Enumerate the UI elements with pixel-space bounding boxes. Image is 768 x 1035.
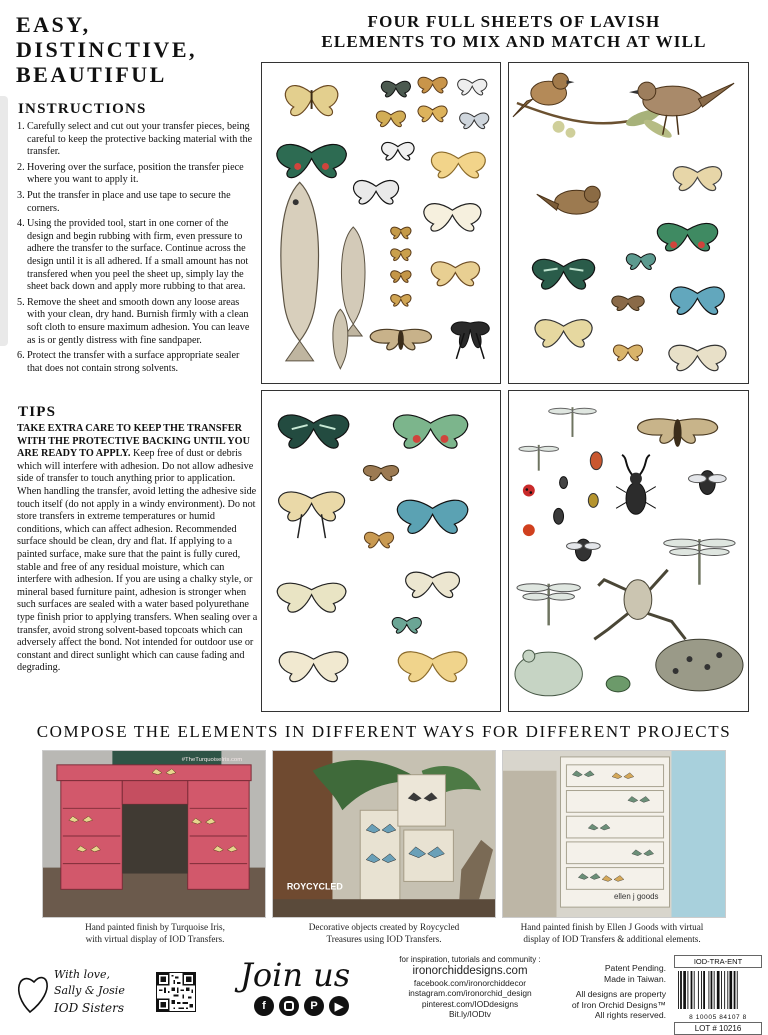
dragonfly-icon [664,539,735,585]
social-links [254,996,349,1016]
moth-icon [638,419,718,447]
instructions-list [17,121,257,378]
contact-heading: for inspiration, tutorials and community : [399,955,541,964]
pinterest-icon[interactable]: P [304,996,324,1016]
lot-number: LOT # 10216 [674,1022,762,1035]
instagram-link[interactable]: instagram.com/ironorchid_design [408,988,532,999]
beetle-icon [554,508,564,524]
title-line: EASY, [16,12,91,37]
butterfly-icon [391,271,411,283]
butterfly-icon [277,144,346,177]
butterfly-icon [451,322,489,359]
photo-caption: Hand painted finish by Ellen J Goods with virtual display of IOD Transfers & additional elements. [520,922,704,944]
transfer-sheet-birds-butterflies [508,62,749,384]
moth-icon [370,329,431,350]
barcode-label [674,955,762,1033]
barcode-number: 8 10005 84107 8 [689,1014,747,1021]
photo-decorative-objects [272,750,496,918]
butterfly-icon [279,492,345,538]
qr-code[interactable] [156,972,196,1012]
butterfly-icon [418,77,447,93]
photo-art [273,751,495,917]
side-scroll-handle[interactable] [0,96,8,346]
website-link[interactable]: ironorchiddesigns.com [412,965,528,977]
photo-watermark: #TheTurquoiseIris.com [181,756,243,763]
moth-icon [612,296,644,311]
facebook-link[interactable]: facebook.com/ironorchiddecor [413,978,527,988]
photo-art [503,751,725,917]
instagram-icon[interactable] [279,996,299,1016]
fish-icon [333,309,348,369]
butterfly-icon [626,254,655,270]
instruction-step: 5. Remove the sheet and smooth down any loose areas with your clean, dry hand. Burnish firmly with a clean soft cloth to ensure maximum adhesion. You can leave as is or gently distress with fine sandpaper. [17,296,250,346]
title-line: BEAUTIFUL [16,62,167,87]
sheet-art [509,63,748,383]
stag-beetle-icon [616,455,656,515]
ladybug-icon [523,485,535,497]
butterfly-icon [613,345,642,361]
sku-code: IOD-TRA-ENT [674,955,762,968]
transfer-sheet-insects-frogs [508,390,749,712]
butterfly-icon [391,249,411,261]
sheet-art [262,391,500,711]
bird-icon [513,73,574,117]
instruction-step: 3. Put the transfer in place and use tape to secure the corners. [17,189,231,214]
butterfly-icon [431,262,479,286]
butterfly-icon [354,180,399,204]
butterfly-icon [277,583,346,612]
bird-icon [537,186,600,214]
contact-block [378,955,562,1019]
butterfly-icon [671,287,725,314]
legal-text: Patent Pending. Made in Taiwan. All designs are property of Iron Orchid Designs™ All rights reserved. [571,963,666,1020]
butterfly-icon [431,152,485,178]
sheet-art [509,391,748,711]
sheets-heading: FOUR FULL SHEETS OF LAVISH ELEMENTS TO MIX AND MATCH AT WILL [321,12,707,51]
toad-icon [656,639,743,691]
tips-bold-lead: TAKE EXTRA CARE TO KEEP THE TRANSFER WITH THE PROTECTIVE BACKING UNTIL YOU ARE READY TO APPLY. [17,423,250,460]
instruction-step: 4. Using the provided tool, start in one corner of the design and begin rubbing with firm, even pressure to adhere the transfer to the surface. Continue across the design until it is all adhered. If a small amount has not transfered when you peel the sheet up, simply lay the sheet back down and apply more rubbing to that area. [17,218,249,293]
butterfly-icon [424,204,481,231]
photo-chest-of-drawers [502,750,726,918]
butterfly-icon [398,652,467,682]
butterfly-icon [406,572,460,597]
photo-caption: Decorative objects created by Roycycled Treasures using IOD Transfers. [308,922,460,944]
butterfly-icon [418,106,447,122]
butterfly-icon [460,113,489,129]
butterfly-icon [394,415,468,448]
tips-body [17,423,260,675]
butterfly-icon [673,167,721,191]
frog-icon [594,570,685,639]
sheet-art [262,63,500,383]
main-title [16,12,256,87]
butterfly-icon [278,415,348,448]
photo-watermark: ROYCYCLED [286,881,343,892]
join-us-text: Join us [240,956,351,994]
frog-icon [606,676,630,692]
dragonfly-icon [517,584,580,626]
instruction-step: 6. Protect the transfer with a surface appropriate sealer that does not contain strong solvents. [17,350,240,374]
fish-icon [281,182,319,361]
beetle-icon [590,452,602,470]
beetle-icon [588,493,598,507]
butterfly-icon [364,532,393,548]
youtube-link[interactable]: Bit.ly/IODtv [449,1008,491,1019]
butterfly-icon [535,320,592,347]
transfer-sheet-butterflies-fish [261,62,501,384]
photo-art [43,751,265,917]
dragonfly-icon [549,407,597,437]
facebook-icon[interactable]: f [254,996,274,1016]
signature [16,962,146,1018]
instruction-step: 2. Hovering over the surface, position the transfer piece where you want to apply it. [17,161,244,186]
photo-pink-desk [42,750,266,918]
butterfly-icon [285,86,337,116]
bird-icon [629,82,734,135]
instructions-heading: INSTRUCTIONS [18,101,147,117]
tips-heading: TIPS [18,404,57,420]
butterfly-icon [669,345,726,370]
instruction-step: 1. Carefully select and cut out your transfer pieces, being careful to keep the protective backing material with the transfer. [17,121,253,158]
butterfly-icon [657,223,717,250]
transfer-sheet-butterflies [261,390,501,712]
svg-text:With love,: With love, [54,968,110,981]
frog-icon [515,650,582,696]
butterfly-icon [397,500,467,533]
beetle-icon [560,477,568,489]
butterfly-icon [382,142,414,160]
youtube-icon[interactable]: ▶ [329,996,349,1016]
butterfly-icon [391,227,411,239]
pinterest-link[interactable]: pinterest.com/IODdesigns [421,998,519,1009]
butterfly-icon [376,111,405,127]
barcode [674,971,762,1009]
compose-heading: COMPOSE THE ELEMENTS IN DIFFERENT WAYS FOR DIFFERENT PROJECTS [36,722,732,741]
bee-icon [567,539,601,561]
svg-text:Sally & Josie: Sally & Josie [54,984,125,997]
butterfly-icon [381,81,410,97]
dragonfly-icon [519,445,559,471]
moth-icon [363,465,398,480]
tips-text: Keep free of dust or debris which will interfere with adhesion. Do not allow adhesive side of transfer to touch anything prior to application. When handling the transfer, avoid letting the adhesive side touch itself (do not apply in a windy environment). Do not store transfers in extreme temperatures or humid conditions, which can affect adhesion. Recommended surface should be clean, dry and flat. If applying to a painted surface, make sure that the paint is fully cured, stable and free of any residual moisture, which can interfere with adhesion. If you are using a chalky style, or mineral based furniture paint, adhesion is stronger when such surfaces are sealed with a water based polyurethane type finish prior to applying transfers. When sealing over a transfer, avoid strong solvent-based topcoats which can adversely affect the bond. Not intended for outdoor use or constant and direct sunlight which can cause fading and degrading. [17,448,258,674]
butterfly-icon [392,617,421,633]
butterfly-icon [533,259,595,289]
svg-text:IOD Sisters: IOD Sisters [54,1001,125,1015]
photo-watermark: ellen j goods [614,892,659,902]
ladybug-icon [523,524,535,536]
butterfly-icon [391,295,411,307]
title-line: DISTINCTIVE, [16,37,197,62]
butterfly-icon [458,79,487,95]
butterfly-icon [279,652,348,682]
bee-icon [688,471,726,495]
photo-caption: Hand painted finish by Turquoise Iris, with virtual display of IOD Transfers. [85,922,225,944]
